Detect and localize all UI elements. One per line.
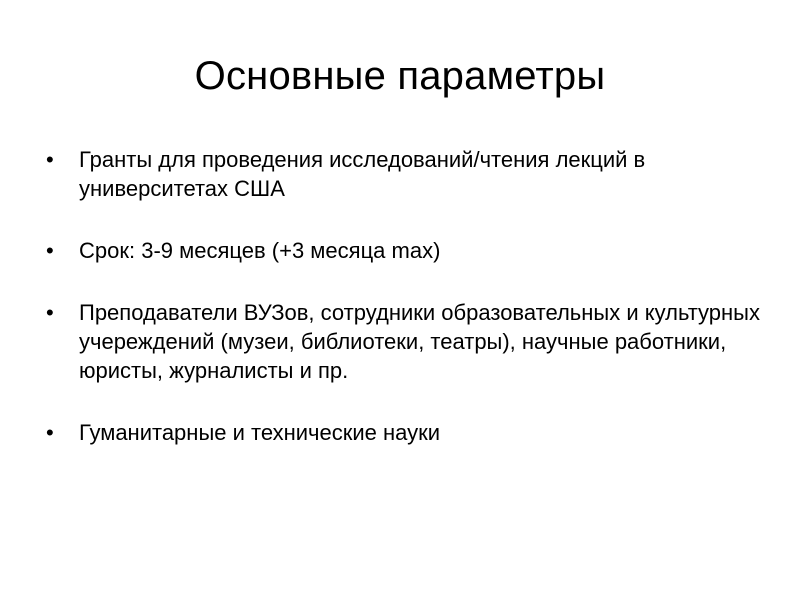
bullet-list: [46, 145, 766, 480]
bullet-item-eligibility: [46, 298, 766, 385]
slide-title: Основные параметры: [194, 54, 606, 98]
bullet-icon: •: [46, 300, 54, 325]
bullet-text: Срок: 3-9 месяцев (+3 месяца max): [79, 238, 441, 263]
bullet-icon: •: [46, 238, 54, 263]
bullet-icon: •: [46, 420, 54, 445]
bullet-text: Гранты для проведения исследований/чтения лекций в университетах США: [79, 147, 646, 201]
bullet-text: Преподаватели ВУЗов, сотрудники образовательных и культурных учереждений (музеи, библиотеки, театры), научные работники, юристы, журналисты и пр.: [79, 300, 760, 383]
bullet-item-fields: [46, 418, 766, 447]
bullet-icon: •: [46, 147, 54, 172]
bullet-text: Гуманитарные и технические науки: [79, 420, 441, 445]
bullet-item-grants: [46, 145, 766, 203]
bullet-item-duration: [46, 236, 766, 265]
